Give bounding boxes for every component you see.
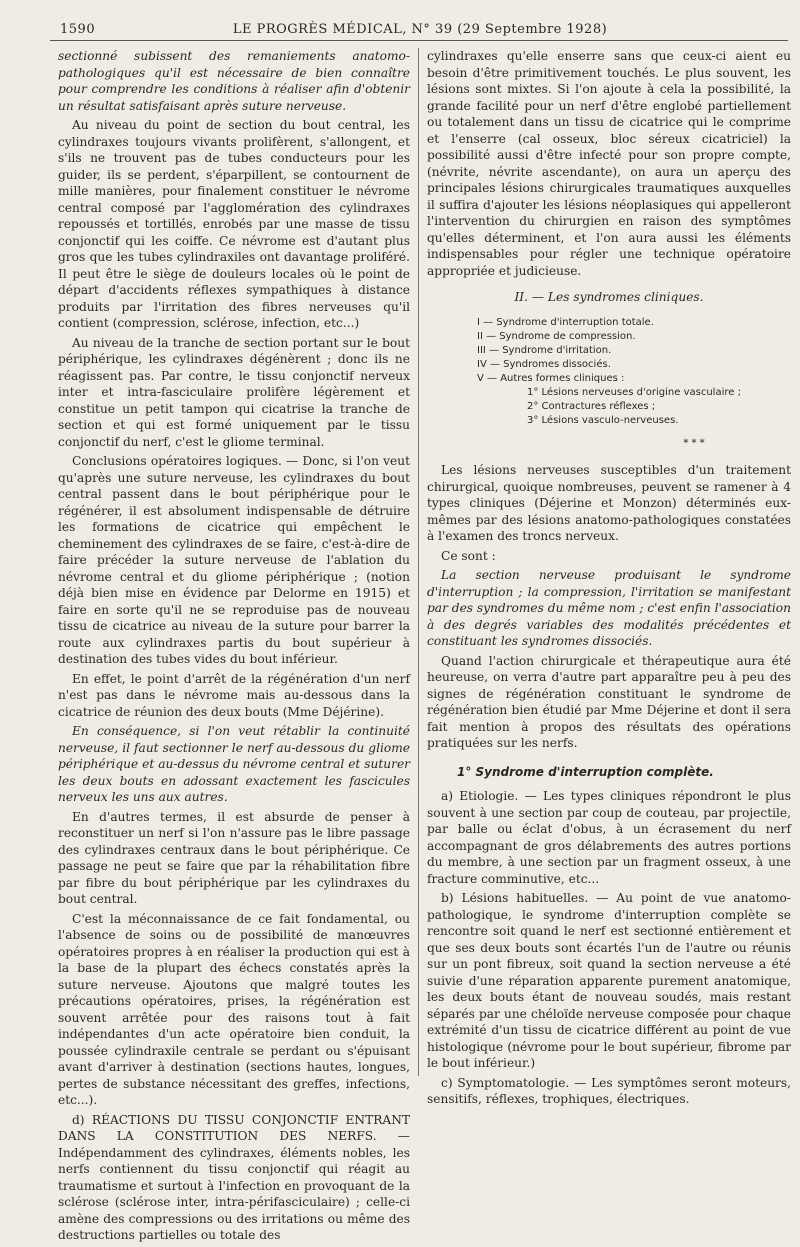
paragraph: En effet, le point d'arrêt de la régénération d'un nerf n'est pas dans le névrome mais au-dessous dans la cicatrice de réunion des deux bouts (Mme Déjérine). [58,671,410,719]
sub-list-item: 1° Lésions nerveuses d'origine vasculaire ; [527,386,741,398]
paragraph: Au niveau du point de section du bout central, les cylindraxes toujours vivants prolifèrent, s'allongent, et s'ils ne trouvent pas de tubes conducteurs pour les guider, ils se perdent, s'éparpillent, se contournent de mille manières, pour finalement constituer le névrome central composé par l'agglomération des cylindraxes repoussés et tortillés, enrobés par une masse de tissu conjonctif qui les coiffe. Ce névrome est d'autant plus gros que les tubes cylindraxiles ont davantage proliféré. Il peut être le siège de douleurs locales où le point de départ d'accidents réflexes sympathiques à distance produits par l'irritation des fibres nerveuses qu'il contient (compression, sclérose, infection, etc...) [58,118,410,330]
list-item: V — Autres formes cliniques : [477,372,625,384]
column-separator [418,48,419,1076]
paragraph: cylindraxes qu'elle enserre sans que ceux-ci aient eu besoin d'être primitivement touchés. Le plus souvent, les lésions sont mixtes. Si l'on ajoute à cela la possibilité, la grande facilité pour un nerf d'être englobé partiellement ou totalement dans un tissu de cicatrice qui le comprime et l'enserre (cal osseux, bloc séreux cicatriciel) la possibilité aussi d'être infecté pour son propre compte, (névrite, névrite ascendante), on aura un aperçu des principales lésions chirurgicales traumatiques auxquelles il suffira d'ajouter les lésions néoplasiques qui appelleront l'intervention du chirurgien en raison des symptômes qu'elles déterminent, et l'on aura aussi les éléments indispensables pour régler une technique opératoire appropriée et judicieuse. [427,49,791,278]
asterism: * * * [683,437,705,449]
list-item: I — Syndrome d'interruption totale. [477,316,654,328]
paragraph: b) Lésions habituelles. — Au point de vue anatomo-pathologique, le syndrome d'interruption complète se rencontre soit quand le nerf est sectionné entièrement et que ses deux bouts sont écartés l'un de l'autre ou réunis sur un pont fibreux, soit quand la section nerveuse a été suivie d'une réparation apparente purement anatomique, les deux bouts étant de nouveau soudés, mais restant séparés par une chéloïde nerveuse composée pour chaque extrémité d'un tissu de cicatrice différent au point de vue histologique (névrome pour le bout supérieur, fibrome par le bout inférieur.) [427,891,791,1070]
paragraph: d) RÉACTIONS DU TISSU CONJONCTIF ENTRANT DANS LA CONSTITUTION DES NERFS. — Indépendamment des cylindraxes, éléments nobles, les nerfs contiennent du tissu conjonctif qui réagit au traumatisme et surtout à l'infection en provoquant de la sclérose (sclérose inter, intra-périfasciculaire) ; celle-ci amène des compressions ou des irritations ou même des destructions partielles ou totale des [58,1112,410,1242]
paragraph: Au niveau de la tranche de section portant sur le bout périphérique, les cylindraxes dégénèrent ; donc ils ne réagissent pas. Par contre, le tissu conjonctif nerveux inter et intra-fasciculaire prolifère légèrement et constitue un petit tampon qui cicatrise la tranche de section et qui est formé uniquement par le tissu conjonctif du nerf, c'est le gliome terminal. [58,335,410,449]
paragraph: En d'autres termes, il est absurde de penser à reconstituer un nerf si l'on n'assure pas le libre passage des cylindraxes centraux dans le bout périphérique. Ce passage ne peut se faire que par la réhabilitation fibre par fibre du bout périphérique par les cylindraxes du bout central. [58,809,410,906]
paragraph: En conséquence, si l'on veut rétablir la continuité nerveuse, il faut sectionner le nerf au-dessous du gliome périphérique et au-dessus du névrome central et suturer les deux bouts en adossant exactement les fascicules nerveux les uns aux autres. [58,724,410,804]
sub-list-item: 2° Contractures réflexes ; [527,400,656,412]
paragraph: Les lésions nerveuses susceptibles d'un traitement chirurgical, quoique nombreuses, peuvent se ramener à 4 types cliniques (Déjerine et Monzon) déterminés eux-mêmes par des lésions anatomo-pathologiques constatées à l'examen des troncs nerveux. [427,463,791,543]
subsection-title: 1° Syndrome d'interruption complète. [457,764,714,779]
section-title: II. — Les syndromes cliniques. [514,290,704,304]
paragraph: a) Etiologie. — Les types cliniques répondront le plus souvent à une section par coup de couteau, par projectile, par balle ou éclat d'obus, à un écrasement du nerf accompagnant de gros délabrements des autres portions du membre, à une section par un fragment osseux, à une fracture comminutive, etc... [427,789,791,886]
right-column [427,48,791,1111]
paragraph: La section nerveuse produisant le syndrome d'interruption ; la compression, l'irritation se manifestant par des syndromes du même nom ; c'est enfin l'association à des degrés variables des modalités précédentes et constituant les syndromes dissociés. [427,568,791,648]
paragraph: Ce sont : [441,548,496,563]
left-column [58,48,410,1247]
paragraph: Quand l'action chirurgicale et thérapeutique aura été heureuse, on verra d'autre part apparaître peu à peu des signes de régénération constituant le syndrome de régénération bien étudié par Mme Déjerine et dont il sera fait mention à propos des résultats des opérations pratiquées sur les nerfs. [427,653,791,750]
list-item: III — Syndrome d'irritation. [477,344,612,356]
list-item: II — Syndrome de compression. [477,330,636,342]
list-item: IV — Syndromes dissociés. [477,358,611,370]
sub-list-item: 3° Lésions vasculo-nerveuses. [527,414,679,426]
paragraph: C'est la méconnaissance de ce fait fondamental, ou l'absence de soins ou de possibilité de manœuvres opératoires propres à en réaliser la production qui est à la base de la plupart des échecs constatés après la suture nerveuse. Ajoutons que malgré toutes les précautions opératoires, prises, la régénération est souvent arrêtée pour des raisons tout à fait indépendantes d'un acte opératoire bien conduit, la poussée cylindraxile centrale se perdant ou s'épuisant avant d'arriver à destination (sections hautes, longues, pertes de substance nécessitant des greffes, infections, etc...). [58,911,410,1107]
page-header [60,22,780,42]
paragraph: sectionné subissent des remaniements anatomo-pathologiques qu'il est nécessaire de bien connaître pour comprendre les conditions à réaliser afin d'obtenir un résultat satisfaisant après suture nerveuse. [58,49,410,113]
running-title: LE PROGRÈS MÉDICAL, N° 39 (29 Septembre 1928) [232,22,608,37]
paragraph: c) Symptomatologie. — Les symptômes seront moteurs, sensitifs, réflexes, trophiques, électriques. [427,1075,791,1106]
paragraph: Conclusions opératoires logiques. — Donc, si l'on veut qu'après une suture nerveuse, les cylindraxes du bout central passent dans le bout périphérique pour le régénérer, il est absolument indispensable de détruire les formations de cicatrice qui empêchent le cheminement des cylindraxes de se faire, c'est-à-dire de faire précéder la suture nerveuse de l'ablation du névrome central et du gliome périphérique ; (notion déjà bien mise en évidence par Delorme en 1915) et faire en sorte qu'il ne se reproduise pas de nouveau tissu de cicatrice au niveau de la suture pour barrer la route aux cylindraxes partis du bout supérieur à destination des tubes vides du bout inférieur. [58,454,410,666]
header-rule [50,40,788,41]
syndrome-list [427,316,791,428]
page-number: 1590 [60,22,96,37]
